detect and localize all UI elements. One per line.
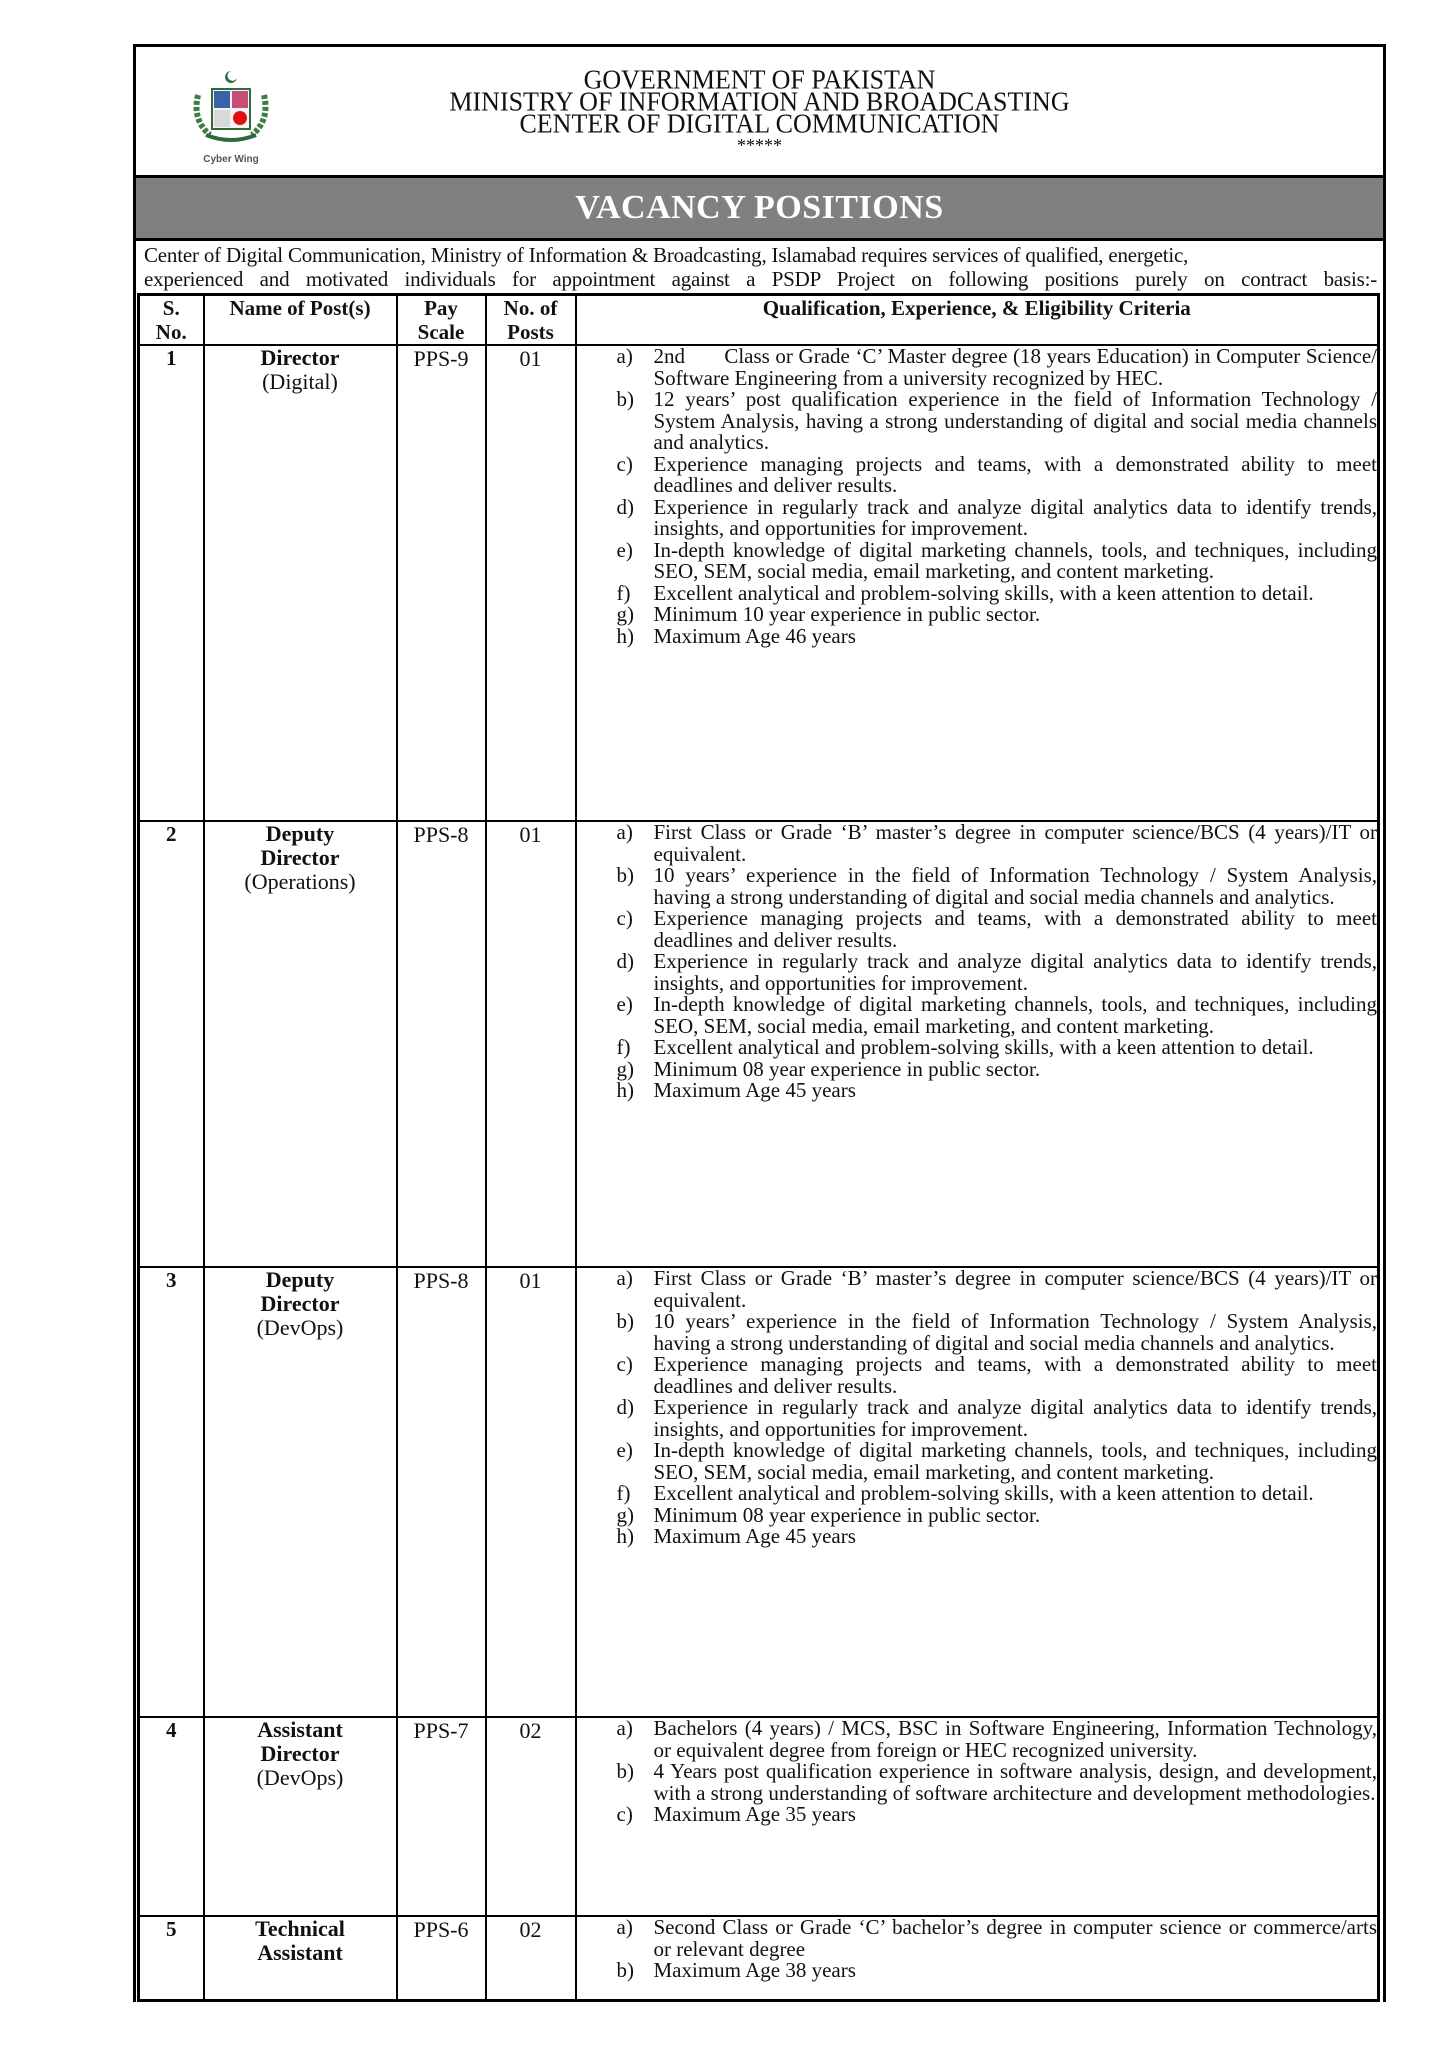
criteria-marker: b) bbox=[616, 1309, 634, 1333]
criteria-text: In-depth knowledge of digital marketing channels, tools, and techniques, including SEO, SEM, social media, email marketing, and content marketing. bbox=[653, 537, 1377, 583]
criteria-item bbox=[577, 451, 1378, 497]
post-name-title: Director bbox=[260, 345, 340, 370]
header-line-center: CENTER OF DIGITAL COMMUNICATION bbox=[519, 108, 1000, 139]
criteria-marker: b) bbox=[616, 387, 634, 411]
row-sno: 5 bbox=[139, 1916, 204, 2000]
criteria-marker: a) bbox=[616, 1915, 633, 1939]
criteria-item bbox=[577, 865, 1378, 908]
criteria-text: First Class or Grade ‘B’ master’s degree in computer science/BCS (4 years)/IT or equivalent. bbox=[653, 1266, 1377, 1312]
criteria-text: Maximum Age 46 years bbox=[653, 623, 856, 648]
intro-line-2: experienced and motivated individuals for appointment against a PSDP Project on following positions purely on contract basis:- bbox=[144, 267, 1377, 291]
row-pay-scale: PPS-8 bbox=[397, 1267, 486, 1717]
post-name-title1: Technical bbox=[255, 1916, 345, 1941]
document-header bbox=[136, 47, 1383, 178]
criteria-marker: e) bbox=[616, 537, 633, 562]
table-row bbox=[139, 345, 1379, 821]
row-sno: 3 bbox=[139, 1267, 204, 1717]
criteria-text: Experience managing projects and teams, with a demonstrated ability to meet deadlines and deliver results. bbox=[653, 906, 1377, 952]
criteria-text: Maximum Age 35 years bbox=[653, 1802, 856, 1826]
criteria-text: 4 Years post qualification experience in software analysis, design, and development, with a strong understanding of software architecture and development methodologies. bbox=[653, 1759, 1377, 1805]
criteria-item bbox=[577, 1483, 1378, 1505]
criteria-marker: h) bbox=[616, 623, 634, 648]
criteria-list bbox=[577, 822, 1378, 1102]
criteria-marker: d) bbox=[616, 949, 634, 973]
criteria-marker: e) bbox=[616, 992, 633, 1016]
vacancy-document bbox=[133, 44, 1386, 2002]
criteria-marker: c) bbox=[616, 1352, 633, 1376]
row-post-name bbox=[204, 821, 397, 1267]
row-sno: 2 bbox=[139, 821, 204, 1267]
criteria-item bbox=[577, 1080, 1378, 1102]
criteria-item bbox=[577, 1502, 1378, 1527]
table-row bbox=[139, 1717, 1379, 1916]
post-name-title2: Director bbox=[260, 1741, 340, 1766]
post-name-title2: Assistant bbox=[257, 1940, 343, 1965]
criteria-text: Maximum Age 45 years bbox=[653, 1524, 856, 1548]
row-criteria bbox=[576, 821, 1379, 1267]
criteria-item bbox=[577, 994, 1378, 1037]
criteria-marker: e) bbox=[616, 1438, 633, 1462]
intro-line-1: Center of Digital Communication, Ministry of Information & Broadcasting, Islamabad requires services of qualified, energetic, bbox=[144, 243, 1189, 267]
criteria-item bbox=[577, 822, 1378, 865]
criteria-text: Experience in regularly track and analyze digital analytics data to identify trends, insights, and opportunities for improvement. bbox=[653, 949, 1377, 995]
criteria-marker: d) bbox=[616, 494, 634, 519]
criteria-list bbox=[577, 1917, 1378, 1982]
row-pay-scale: PPS-9 bbox=[397, 345, 486, 821]
row-pay-scale: PPS-7 bbox=[397, 1717, 486, 1916]
criteria-marker: h) bbox=[616, 1078, 634, 1102]
criteria-marker: c) bbox=[616, 451, 633, 476]
criteria-text: Second Class or Grade ‘C’ bachelor’s degree in computer science or commerce/arts or relevant degree bbox=[653, 1915, 1377, 1961]
row-no-of-posts: 02 bbox=[486, 1916, 576, 2000]
header-line-government: GOVERNMENT OF PAKISTAN bbox=[583, 64, 936, 95]
row-criteria bbox=[576, 1267, 1379, 1717]
criteria-item bbox=[577, 346, 1378, 389]
criteria-text: Experience in regularly track and analyze digital analytics data to identify trends, insights, and opportunities for improvement. bbox=[653, 494, 1377, 540]
criteria-text: 2nd Class or Grade ‘C’ Master degree (18 years Education) in Computer Science/ Software Engineering from a university recognized by HEC. bbox=[653, 344, 1377, 390]
criteria-item bbox=[577, 604, 1378, 626]
post-name-sub: (DevOps) bbox=[256, 1765, 344, 1790]
criteria-marker: b) bbox=[616, 1958, 634, 1982]
criteria-text: Excellent analytical and problem-solving skills, with a keen attention to detail. bbox=[653, 1481, 1314, 1505]
row-no-of-posts: 01 bbox=[486, 1267, 576, 1717]
header-title-block bbox=[136, 64, 1383, 156]
criteria-item bbox=[577, 623, 1378, 648]
criteria-item bbox=[577, 580, 1378, 605]
intro-paragraph bbox=[136, 241, 1383, 293]
criteria-text: Excellent analytical and problem-solving skills, with a keen attention to detail. bbox=[653, 1035, 1314, 1059]
criteria-text: First Class or Grade ‘B’ master’s degree in computer science/BCS (4 years)/IT or equivalent. bbox=[653, 820, 1377, 866]
criteria-text: 10 years’ experience in the field of Information Technology / System Analysis, having a strong understanding of digital and social media channels and analytics. bbox=[653, 1309, 1377, 1355]
criteria-text: 12 years’ post qualification experience in the field of Information Technology / System Analysis, having a strong understanding of digital and social media channels and analytics. bbox=[653, 387, 1377, 454]
criteria-text: In-depth knowledge of digital marketing channels, tools, and techniques, including SEO, SEM, social media, email marketing, and content marketing. bbox=[653, 992, 1377, 1038]
row-post-name bbox=[204, 1267, 397, 1717]
post-name-sub: (Digital) bbox=[262, 369, 338, 394]
vacancy-banner: VACANCY POSITIONS bbox=[136, 178, 1383, 241]
row-pay-scale: PPS-6 bbox=[397, 1916, 486, 2000]
criteria-marker: f) bbox=[616, 1481, 631, 1505]
row-no-of-posts: 01 bbox=[486, 345, 576, 821]
criteria-list bbox=[577, 1268, 1378, 1548]
criteria-marker: b) bbox=[616, 863, 634, 887]
row-post-name bbox=[204, 1717, 397, 1916]
criteria-text: Bachelors (4 years) / MCS, BSC in Software Engineering, Information Technology, or equivalent degree from foreign or HEC recognized university. bbox=[653, 1716, 1377, 1762]
criteria-item bbox=[577, 1397, 1378, 1440]
header-line-ministry: MINISTRY OF INFORMATION AND BROADCASTING bbox=[449, 86, 1070, 117]
criteria-marker: g) bbox=[616, 1502, 634, 1527]
table-row bbox=[139, 1267, 1379, 1717]
row-criteria bbox=[576, 345, 1379, 821]
table-header-row bbox=[139, 295, 1379, 346]
criteria-item bbox=[577, 1526, 1378, 1548]
criteria-marker: g) bbox=[616, 1056, 634, 1081]
criteria-item bbox=[577, 537, 1378, 583]
criteria-text: Minimum 10 year experience in public sector. bbox=[653, 602, 1041, 626]
row-post-name bbox=[204, 345, 397, 821]
criteria-marker: g) bbox=[616, 602, 634, 626]
vacancy-table bbox=[137, 293, 1380, 2002]
criteria-item bbox=[577, 389, 1378, 454]
criteria-item bbox=[577, 1804, 1378, 1826]
criteria-text: Minimum 08 year experience in public sector. bbox=[653, 1502, 1041, 1527]
criteria-item bbox=[577, 1056, 1378, 1081]
criteria-text: Experience managing projects and teams, with a demonstrated ability to meet deadlines and deliver results. bbox=[653, 451, 1377, 497]
criteria-text: Experience managing projects and teams, with a demonstrated ability to meet deadlines and deliver results. bbox=[653, 1352, 1377, 1398]
header-post-name: Name of Post(s) bbox=[204, 295, 397, 346]
criteria-item bbox=[577, 908, 1378, 951]
criteria-item bbox=[577, 1718, 1378, 1761]
criteria-marker: c) bbox=[616, 906, 633, 930]
criteria-item bbox=[577, 1440, 1378, 1483]
criteria-item bbox=[577, 1037, 1378, 1059]
row-criteria bbox=[576, 1916, 1379, 2000]
row-sno: 4 bbox=[139, 1717, 204, 1916]
post-name-title1: Deputy bbox=[265, 1267, 335, 1292]
criteria-list bbox=[577, 346, 1378, 647]
table-row bbox=[139, 821, 1379, 1267]
row-pay-scale: PPS-8 bbox=[397, 821, 486, 1267]
criteria-text: Minimum 08 year experience in public sector. bbox=[653, 1056, 1041, 1081]
criteria-text: Maximum Age 45 years bbox=[653, 1078, 856, 1102]
criteria-text: Experience in regularly track and analyze digital analytics data to identify trends, insights, and opportunities for improvement. bbox=[653, 1395, 1377, 1441]
header-stars: ***** bbox=[737, 134, 782, 156]
post-name-sub: (DevOps) bbox=[256, 1315, 344, 1340]
criteria-item bbox=[577, 1354, 1378, 1397]
post-name-title2: Director bbox=[260, 1291, 340, 1316]
criteria-text: 10 years’ experience in the field of Information Technology / System Analysis, having a strong understanding of digital and social media channels and analytics. bbox=[653, 863, 1377, 909]
criteria-marker: a) bbox=[616, 820, 633, 844]
post-name-title2: Director bbox=[260, 845, 340, 870]
row-no-of-posts: 01 bbox=[486, 821, 576, 1267]
criteria-item bbox=[577, 1311, 1378, 1354]
criteria-marker: b) bbox=[616, 1759, 634, 1783]
criteria-item bbox=[577, 494, 1378, 540]
criteria-marker: f) bbox=[616, 580, 631, 605]
post-name-sub: (Operations) bbox=[244, 869, 356, 894]
header-pay-scale: Pay Scale bbox=[397, 295, 486, 346]
table-row bbox=[139, 1916, 1379, 2000]
criteria-text: Maximum Age 38 years bbox=[653, 1958, 856, 1982]
criteria-list bbox=[577, 1718, 1378, 1826]
criteria-text: In-depth knowledge of digital marketing channels, tools, and techniques, including SEO, SEM, social media, email marketing, and content marketing. bbox=[653, 1438, 1377, 1484]
criteria-marker: d) bbox=[616, 1395, 634, 1419]
row-post-name bbox=[204, 1916, 397, 2000]
post-name-title1: Deputy bbox=[265, 821, 335, 846]
row-sno: 1 bbox=[139, 345, 204, 821]
criteria-text: Excellent analytical and problem-solving skills, with a keen attention to detail. bbox=[653, 580, 1314, 605]
criteria-marker: c) bbox=[616, 1802, 633, 1826]
criteria-marker: a) bbox=[616, 1266, 633, 1290]
criteria-marker: a) bbox=[616, 1716, 633, 1740]
header-criteria: Qualification, Experience, & Eligibility Criteria bbox=[576, 295, 1379, 346]
criteria-item bbox=[577, 1960, 1378, 1982]
post-name-title1: Assistant bbox=[257, 1717, 343, 1742]
header-sno: S. No. bbox=[139, 295, 204, 346]
criteria-item bbox=[577, 1917, 1378, 1960]
header-no-of-posts: No. of Posts bbox=[486, 295, 576, 346]
criteria-item bbox=[577, 1761, 1378, 1804]
criteria-marker: h) bbox=[616, 1524, 634, 1548]
criteria-item bbox=[577, 1268, 1378, 1311]
criteria-marker: a) bbox=[616, 344, 633, 368]
logo-caption: Cyber Wing bbox=[203, 154, 259, 165]
criteria-marker: f) bbox=[616, 1035, 631, 1059]
row-criteria bbox=[576, 1717, 1379, 1916]
row-no-of-posts: 02 bbox=[486, 1717, 576, 1916]
criteria-item bbox=[577, 951, 1378, 994]
